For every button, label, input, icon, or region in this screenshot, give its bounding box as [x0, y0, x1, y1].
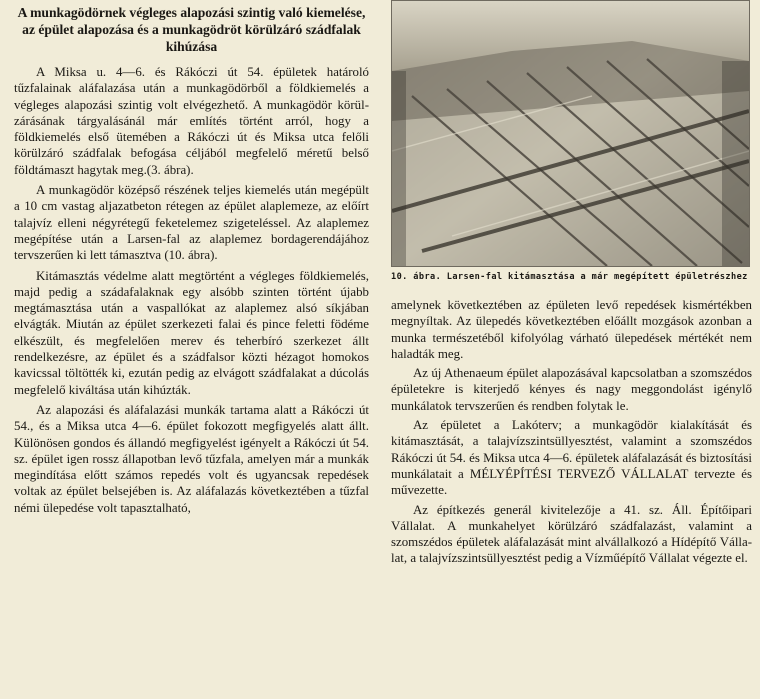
left-column [14, 0, 369, 516]
paragraph: Az építkezés generál kivitelezője a 41. sz. Áll. Építőipari Vállalat. A munkahelyet körülzáró szádfalazást, valamint a szomszédos épületek aláfalazását mint alvállalkozó a Hídépítő Vállalat, a talajvízszintsüllyesztést pedig a Vízműépítő Vállalat végezte el. [391, 502, 752, 566]
figure-caption: 10. ábra. Larsen-fal kitámasztása a már megépített épületrészhez [391, 272, 748, 282]
figure-photo [391, 0, 750, 267]
right-text [391, 297, 752, 567]
paragraph: A Miksa u. 4—6. és Rákóczi út 54. épületek határoló tűzfalainak aláfalazása után a munkagödörből a földkiemelés a végleges alapozási szintig volt elvégezhető. A munkagödör körülzárásának tárgyalásánál már említés történt arról, hogy a földkiemelés első ütemében a Rákóczi út és Miksa utca felőli körülzáró szádfalak befogása céljából megfelelő méretű belső földtámaszt hagytak meg.(3. ábra). [14, 65, 369, 177]
paragraph: Kitámasztás védelme alatt megtörtént a végleges földkiemelés, majd pedig a szádafalaknak egy alsóbb szinten történt újabb megtámasztása után a vaspallókat az alaplemez alsó síkjában elvágták. Miután az épület szerkezeti falai és pince feletti födéme elkészült, és megfelelően merev és teherbíró szerkezet állt rendelkezésre, az épület és a szádfalsor közti hézagot homokos kavicssal töltötték ki, ezután pedig az elvágott szádfalakat a dúcolás megfelelő kiváltása után kihúzták. [14, 268, 369, 397]
paragraph: Az épületet a Lakóterv; a munkagödör kialakítását és kitámasztását, a talajvízszintsüllyesztést, valamint a szomszédos Rákóczi út 54. és Miksa utca 4—6. épületek aláfalazását és biztosítási munkálatait a MÉLYÉPÍTÉSI TERVEZŐ VÁLLALAT tervezte és művezette. [391, 418, 752, 498]
paragraph: Az új Athenaeum épület alapozásával kapcsolatban a szomszédos épületekre is kiterjedő kényes és nagy meggondolást igénylő munkálatok tervszerűen és rendben folytak le. [391, 366, 752, 413]
paragraph: A munkagödör középső részének teljes kiemelés után megépült a 10 cm vastag aljazatbeton rétegen az épület alaplemeze, az előírt talajvíz elleni négyrétegű feketelemez szigeteléssel. Az alaplemez megépítése után a Larsen-fal az alaplemez bordagerendájához tervszerűen ki lett támasztva (10. ábra). [14, 183, 369, 263]
section-heading: A munkagödörnek végleges alapozási szintig való kiemelése, az épület alapozása és a munkagödröt körülzáró szádfalak kihúzása [17, 5, 366, 54]
paragraph: Az alapozási és aláfalazási munkák tartama alatt a Rákóczi út 54., és a Miksa utca 4—6. épület fokozott megfigyelés alatt állt. Különösen gondos és állandó megfigyelést igényelt a Rákóczi út 54. sz. épület igen rossz állapotban levő tűzfala, amelyen már a munkák megindítása előtt számos repedés volt és ugyancsak repedések voltak az épület belsejében is. Az aláfalazás következtében a tűzfal némi ülepedése volt tapasztalható, [14, 402, 369, 515]
paragraph: amelynek következtében az épületen levő repedések kismértékben megnyíltak. Az ülepedés következtében előállt mozgások azonban a munka természetéből kifolyólag várható ülepedések mértékét nem haladták meg. [391, 298, 752, 361]
right-column [391, 0, 752, 567]
